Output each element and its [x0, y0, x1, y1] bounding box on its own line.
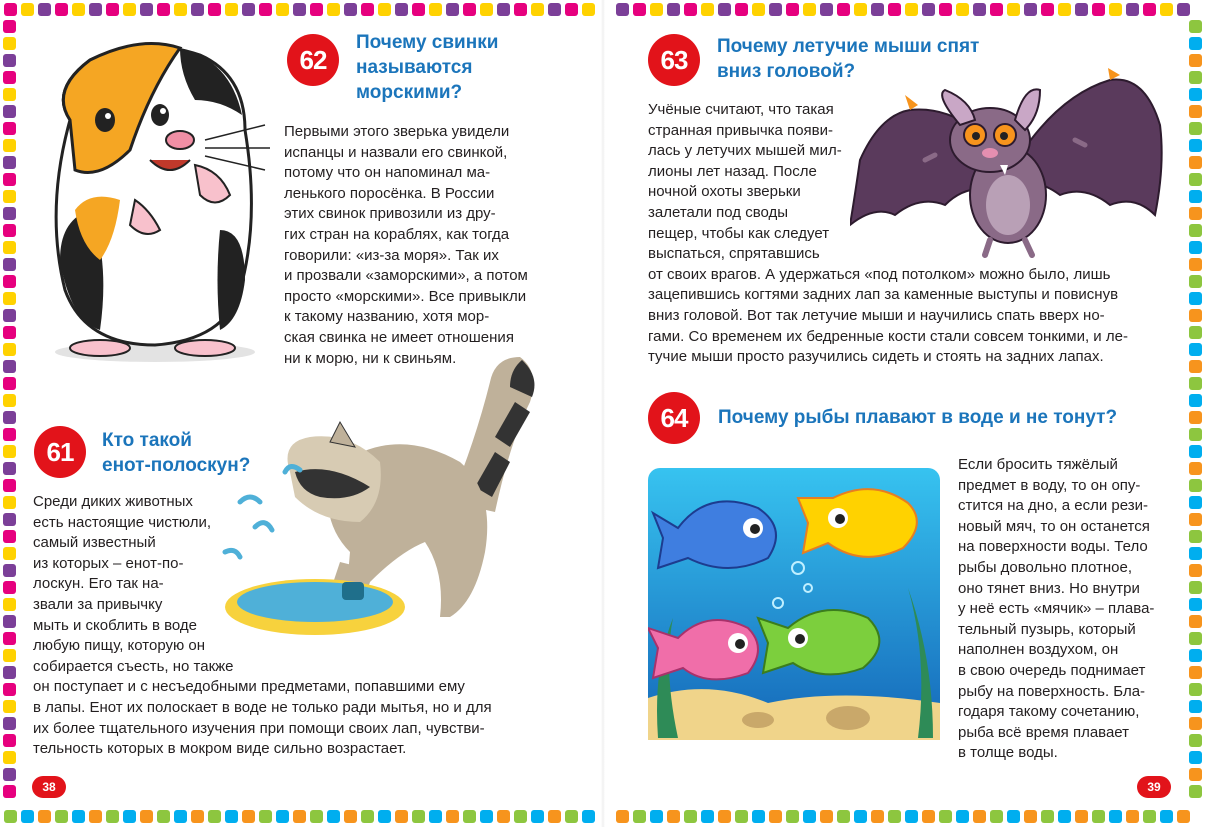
border-square — [3, 54, 16, 67]
border-square — [1189, 547, 1202, 560]
question-64-body: Если бросить тяжёлый предмет в воду, то он опу- стится на дно, а если рези- новый мяч, то он останется на поверхности воды. Тело рыбы довольно плотное, оно тянет вниз. Но внутри у неё есть «мячик» – плава- тельный пузырь, который наполнен воздухом, он в свою очередь поднимает рыбу на поверхность. Бла- годаря такому сочетанию, рыба всё время плавает в толще воды. — [958, 456, 1155, 762]
border-square — [21, 810, 34, 823]
border-square — [548, 3, 561, 16]
border-square — [3, 343, 16, 356]
border-square — [1126, 810, 1139, 823]
border-square — [1189, 139, 1202, 152]
border-square — [191, 810, 204, 823]
border-square — [1109, 810, 1122, 823]
border-square — [1189, 564, 1202, 577]
border-square — [412, 810, 425, 823]
border-square — [786, 810, 799, 823]
border-square — [361, 3, 374, 16]
question-64-badge: 64 — [648, 392, 700, 444]
border-square — [1189, 462, 1202, 475]
border-square — [429, 3, 442, 16]
border-square — [3, 139, 16, 152]
border-square — [1109, 3, 1122, 16]
border-square — [3, 377, 16, 390]
border-square — [582, 810, 595, 823]
border-square — [650, 3, 663, 16]
border-square — [123, 810, 136, 823]
border-square — [1189, 649, 1202, 662]
border-square — [208, 3, 221, 16]
question-63-body: Учёные считают, что такая странная привычка появи- лась у летучих мышей мил- лионы лет назад. После ночной охоты зверьки залетали под своды пещер, чтобы как следует выспаться, спрятавшись от своих врагов. А удержаться «под потолком» можно было, лишь зацепившись когтями задних лап за каменные выступы и повиснув вниз головой. Вот так летучие мыши и научились спать вверх но- гами. Со временем их бедренные кости стали совсем тонкими, и ле- тучие мыши просто разучились сидеть и стоять на задних лапах. — [648, 101, 1128, 366]
border-square — [1189, 88, 1202, 101]
border-square — [1189, 360, 1202, 373]
border-square — [3, 581, 16, 594]
border-square — [1189, 530, 1202, 543]
border-square — [3, 462, 16, 475]
border-square — [667, 3, 680, 16]
border-square — [1075, 810, 1088, 823]
border-square — [1041, 810, 1054, 823]
border-square — [1189, 598, 1202, 611]
border-square — [3, 71, 16, 84]
border-square — [973, 810, 986, 823]
border-square — [1024, 810, 1037, 823]
border-square — [565, 810, 578, 823]
question-62-title: Почему свинки называются морскими? — [356, 32, 499, 103]
border-square — [3, 530, 16, 543]
border-square — [616, 3, 629, 16]
border-square — [3, 360, 16, 373]
border-square — [446, 3, 459, 16]
border-square — [769, 3, 782, 16]
border-square — [1189, 20, 1202, 33]
border-square — [990, 810, 1003, 823]
border-square — [1189, 173, 1202, 186]
border-square — [3, 700, 16, 713]
border-square — [854, 3, 867, 16]
question-63-badge: 63 — [648, 34, 700, 86]
question-64-title: Почему рыбы плавают в воде и не тонут? — [718, 407, 1118, 428]
border-square — [191, 3, 204, 16]
border-square — [3, 326, 16, 339]
border-square — [1189, 54, 1202, 67]
border-square — [735, 3, 748, 16]
border-square — [429, 810, 442, 823]
border-square — [565, 3, 578, 16]
border-square — [3, 445, 16, 458]
border-square — [157, 3, 170, 16]
question-63-title: Почему летучие мыши спят вниз головой? — [717, 36, 980, 82]
border-square — [497, 810, 510, 823]
border-square — [3, 105, 16, 118]
border-square — [1189, 768, 1202, 781]
border-square — [3, 411, 16, 424]
border-square — [395, 3, 408, 16]
border-square — [378, 3, 391, 16]
border-square — [242, 810, 255, 823]
border-square — [1143, 3, 1156, 16]
border-square — [1189, 224, 1202, 237]
border-square — [3, 207, 16, 220]
border-square — [463, 810, 476, 823]
border-square — [1189, 479, 1202, 492]
border-square — [1189, 411, 1202, 424]
border-square — [1024, 3, 1037, 16]
border-square — [480, 810, 493, 823]
border-square — [1189, 37, 1202, 50]
question-61-body: Среди диких животных есть настоящие чистюли, самый известный из которых – енот-по- лоскун. Его так на- звали за привычку мыть и скоблить в воде любую пищу, которую он собирается съесть, но также он поступает и с несъедобными предметами, попавшими ему в лапы. Енот их полоскает в воде не только ради мытья, но и для их более тщательного изучения при помощи своих лап, чувстви- тельность которых в мокром виде сильно возрастает. — [33, 493, 492, 758]
border-square — [1189, 326, 1202, 339]
border-square — [259, 810, 272, 823]
border-square — [803, 810, 816, 823]
border-square — [1189, 615, 1202, 628]
border-square — [837, 810, 850, 823]
page-spine — [601, 0, 605, 827]
border-square — [718, 3, 731, 16]
border-square — [1189, 513, 1202, 526]
border-square — [1189, 683, 1202, 696]
border-square — [4, 810, 17, 823]
border-square — [1189, 581, 1202, 594]
border-square — [3, 258, 16, 271]
border-square — [1189, 207, 1202, 220]
border-square — [327, 810, 340, 823]
border-square — [871, 3, 884, 16]
border-square — [344, 810, 357, 823]
border-square — [1007, 3, 1020, 16]
border-square — [905, 810, 918, 823]
border-square — [123, 3, 136, 16]
border-square — [1189, 156, 1202, 169]
border-square — [293, 810, 306, 823]
border-square — [820, 810, 833, 823]
border-square — [310, 3, 323, 16]
border-square — [1189, 666, 1202, 679]
border-square — [667, 810, 680, 823]
border-square — [3, 292, 16, 305]
border-square — [1189, 632, 1202, 645]
border-square — [497, 3, 510, 16]
border-square — [3, 88, 16, 101]
border-square — [276, 810, 289, 823]
border-square — [3, 683, 16, 696]
page-number-left: 38 — [32, 776, 66, 798]
border-square — [752, 810, 765, 823]
border-square — [684, 3, 697, 16]
border-square — [1189, 71, 1202, 84]
border-square — [38, 3, 51, 16]
border-square — [531, 810, 544, 823]
border-square — [1189, 122, 1202, 135]
border-square — [1160, 810, 1173, 823]
border-square — [3, 751, 16, 764]
border-square — [55, 3, 68, 16]
border-square — [38, 810, 51, 823]
border-square — [1189, 394, 1202, 407]
border-square — [1041, 3, 1054, 16]
border-square — [1075, 3, 1088, 16]
border-square — [225, 810, 238, 823]
border-square — [72, 810, 85, 823]
page-number-right: 39 — [1137, 776, 1171, 798]
border-square — [1177, 810, 1190, 823]
border-square — [3, 615, 16, 628]
border-square — [1189, 445, 1202, 458]
border-square — [752, 3, 765, 16]
border-square — [1189, 309, 1202, 322]
border-square — [1189, 343, 1202, 356]
border-square — [990, 3, 1003, 16]
border-square — [1058, 810, 1071, 823]
border-square — [225, 3, 238, 16]
border-square — [922, 3, 935, 16]
border-square — [3, 564, 16, 577]
border-square — [3, 479, 16, 492]
border-square — [89, 810, 102, 823]
border-square — [3, 496, 16, 509]
border-square — [3, 649, 16, 662]
border-square — [3, 717, 16, 730]
border-square — [174, 3, 187, 16]
border-square — [1007, 810, 1020, 823]
border-square — [973, 3, 986, 16]
border-square — [89, 3, 102, 16]
border-square — [871, 810, 884, 823]
border-square — [1143, 810, 1156, 823]
border-square — [582, 3, 595, 16]
border-square — [3, 632, 16, 645]
border-square — [1189, 190, 1202, 203]
border-square — [1189, 258, 1202, 271]
border-square — [55, 810, 68, 823]
border-square — [106, 3, 119, 16]
border-square — [412, 3, 425, 16]
question-61-title: Кто такой енот-полоскун? — [102, 430, 251, 476]
border-square — [310, 810, 323, 823]
border-square — [242, 3, 255, 16]
border-square — [786, 3, 799, 16]
border-square — [922, 810, 935, 823]
border-square — [956, 810, 969, 823]
border-square — [208, 810, 221, 823]
border-square — [905, 3, 918, 16]
border-square — [1189, 105, 1202, 118]
border-square — [1189, 275, 1202, 288]
border-square — [327, 3, 340, 16]
border-square — [888, 810, 901, 823]
border-square — [1189, 751, 1202, 764]
guinea-pig-illustration — [30, 30, 280, 365]
border-square — [344, 3, 357, 16]
border-square — [395, 810, 408, 823]
border-square — [3, 275, 16, 288]
border-square — [3, 513, 16, 526]
border-square — [3, 309, 16, 322]
border-square — [701, 3, 714, 16]
border-square — [1189, 785, 1202, 798]
border-square — [3, 20, 16, 33]
border-square — [3, 394, 16, 407]
border-square — [1092, 3, 1105, 16]
border-square — [361, 810, 374, 823]
border-square — [1189, 292, 1202, 305]
border-square — [888, 3, 901, 16]
border-square — [140, 3, 153, 16]
border-square — [633, 3, 646, 16]
border-square — [463, 3, 476, 16]
border-square — [3, 156, 16, 169]
border-square — [1177, 3, 1190, 16]
border-square — [72, 3, 85, 16]
border-square — [3, 37, 16, 50]
border-square — [3, 190, 16, 203]
border-square — [1160, 3, 1173, 16]
border-square — [293, 3, 306, 16]
border-square — [174, 810, 187, 823]
border-square — [3, 598, 16, 611]
border-square — [769, 810, 782, 823]
border-square — [1189, 496, 1202, 509]
border-square — [633, 810, 646, 823]
border-square — [276, 3, 289, 16]
border-square — [1189, 428, 1202, 441]
border-square — [650, 810, 663, 823]
border-square — [1189, 241, 1202, 254]
border-square — [735, 810, 748, 823]
border-square — [701, 810, 714, 823]
fish-underwater-illustration — [648, 468, 940, 740]
border-square — [1189, 377, 1202, 390]
border-square — [684, 810, 697, 823]
question-61-badge: 61 — [34, 426, 86, 478]
border-square — [531, 3, 544, 16]
border-square — [1058, 3, 1071, 16]
border-square — [157, 810, 170, 823]
question-62-badge: 62 — [287, 34, 339, 86]
question-62-body: Первыми этого зверька увидели испанцы и назвали его свинкой, потому что он напоминал ма- ленького поросёнка. В России этих свинок привозили из дру- гих стран на кораблях, как тогда говорили: «из-за моря». Так их и прозвали «заморскими», а потом просто «морскими». Все привыкли к такому названию, хотя мор- ская свинка не имеет отношения ни к морю, ни к свиньям. — [284, 123, 528, 367]
border-square — [3, 734, 16, 747]
border-square — [140, 810, 153, 823]
border-square — [820, 3, 833, 16]
border-square — [548, 810, 561, 823]
border-square — [3, 173, 16, 186]
border-square — [514, 3, 527, 16]
border-square — [3, 224, 16, 237]
border-square — [939, 3, 952, 16]
border-square — [3, 768, 16, 781]
border-square — [3, 241, 16, 254]
border-square — [3, 122, 16, 135]
border-square — [480, 3, 493, 16]
border-square — [446, 810, 459, 823]
border-square — [854, 810, 867, 823]
border-square — [1189, 717, 1202, 730]
border-square — [616, 810, 629, 823]
border-square — [1189, 700, 1202, 713]
border-square — [3, 547, 16, 560]
border-square — [21, 3, 34, 16]
border-square — [4, 3, 17, 16]
border-square — [514, 810, 527, 823]
border-square — [837, 3, 850, 16]
border-square — [3, 666, 16, 679]
border-square — [259, 3, 272, 16]
border-square — [106, 810, 119, 823]
border-square — [1126, 3, 1139, 16]
border-square — [803, 3, 816, 16]
border-square — [3, 428, 16, 441]
border-square — [378, 810, 391, 823]
border-square — [1189, 734, 1202, 747]
border-square — [956, 3, 969, 16]
border-square — [939, 810, 952, 823]
border-square — [1092, 810, 1105, 823]
border-square — [718, 810, 731, 823]
border-square — [3, 785, 16, 798]
